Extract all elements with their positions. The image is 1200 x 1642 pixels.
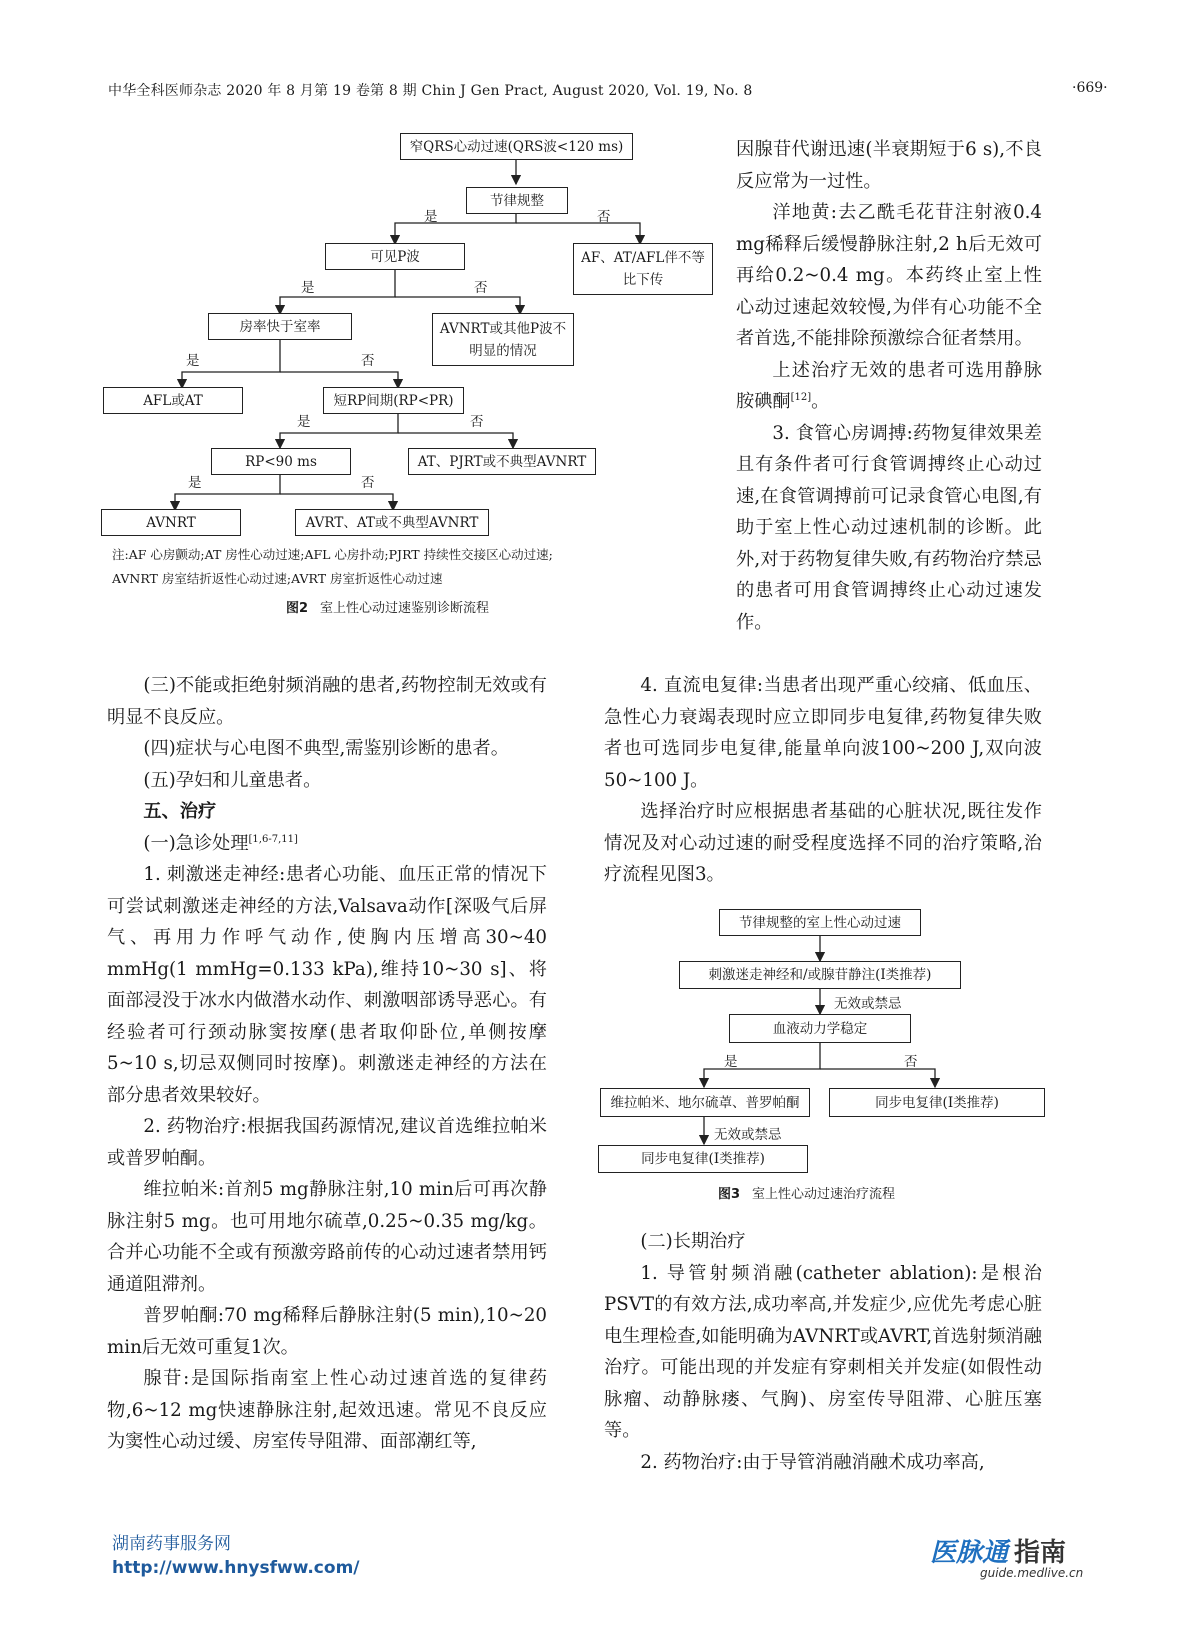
logo-guide-text: 指南 — [1014, 1538, 1067, 1568]
paragraph-verapamil: 维拉帕米:首剂5 mg静脉注射,10 min后可再次静脉注射5 mg。也可用地尔硫䓬,0.25~0.35 mg/kg。合并心功能不全或有预激旁路前传的心动过速者禁用钙通道阻滞剂。 — [107, 1179, 547, 1295]
logo-subtext: guide.medlive.cn — [980, 1566, 1084, 1580]
paragraph-esophageal-pacing: 3. 食管心房调搏:药物复律效果差且有条件者可行食管调搏终止心动过速,在食管调搏前可记录食管心电图,有助于室上性心动过速机制的诊断。此外,对于药物复律失败,有药物治疗禁忌的患者可用食管调搏终止心动过速发作。 — [736, 422, 1042, 633]
fig2-box-atrial-faster: 房率快于室率 — [208, 313, 352, 340]
footer-watermark — [112, 1532, 360, 1580]
section-heading-treatment: 五、治疗 — [143, 801, 217, 822]
fig3-yes: 是 — [724, 1054, 738, 1070]
fig3-note-ineffective-1: 无效或禁忌 — [834, 996, 902, 1012]
paragraph-indication-3: (三)不能或拒绝射频消融的患者,药物控制无效或有明显不良反应。 — [107, 675, 547, 728]
paragraph-cardioversion: 4. 直流电复律:当患者出现严重心绞痛、低血压、急性心力衰竭表现时应立即同步电复律,药物复律失败者也可选同步电复律,能量单向波100~200 J,双向波50~100 J。 — [604, 675, 1042, 791]
fig2-yes-4: 是 — [297, 414, 311, 430]
running-header: 中华全科医师杂志 2020 年 8 月第 19 卷第 8 期 Chin J Gen Pract, August 2020, Vol. 19, No. 8 — [108, 83, 753, 99]
paragraph-adenosine: 腺苷:是国际指南室上性心动过速首选的复律药物,6~12 mg快速静脉注射,起效迅速。常见不良反应为窦性心动过缓、房室传导阻滞、面部潮红等, — [107, 1368, 547, 1452]
fig2-box-rp-90: RP<90 ms — [211, 448, 351, 475]
fig2-yes-2: 是 — [301, 280, 315, 296]
footer-site-url[interactable]: http://www.hnysfww.com/ — [112, 1558, 360, 1578]
fig2-box-avnrt: AVNRT — [101, 509, 241, 536]
fig2-note-line-2: AVNRT 房室结折返性心动过速;AVRT 房室折返性心动过速 — [112, 571, 443, 586]
fig3-no: 否 — [904, 1054, 918, 1070]
paragraph-propafenone: 普罗帕酮:70 mg稀释后静脉注射(5 min),10~20 min后无效可重复1次。 — [107, 1305, 547, 1358]
paragraph-drug-therapy: 2. 药物治疗:根据我国药源情况,建议首选维拉帕米或普罗帕酮。 — [107, 1116, 547, 1169]
fig2-yes-3: 是 — [186, 353, 200, 369]
fig3-caption-text: 室上性心动过速治疗流程 — [752, 1187, 896, 1202]
fig2-box-visible-p: 可见P波 — [325, 243, 465, 270]
fig3-box-cardioversion-right: 同步电复律(Ⅰ类推荐) — [829, 1088, 1045, 1117]
paragraph-vagal: 1. 刺激迷走神经:患者心功能、血压正常的情况下可尝试刺激迷走神经的方法,Valsava动作[深吸气后屏气、再用力作呼气动作,使胸内压增高30~40 mmHg(1 mmHg=0.133 kPa),维持10~30 s]、将面部浸没于冰水内做潜水动作、刺激咽部诱导恶心。有经验者可行颈动脉窦按摩(患者取仰卧位,单侧按摩5~10 s,切忌双侧同时按摩)。刺激迷走神经的方法在部分患者效果较好。 — [107, 864, 547, 1106]
paragraph-indication-5: (五)孕妇和儿童患者。 — [143, 769, 322, 791]
ref-12: [12] — [790, 391, 812, 403]
medlive-logo — [930, 1532, 1084, 1580]
footer-site-name: 湖南药事服务网 — [112, 1534, 231, 1554]
fig2-box-narrow-qrs: 窄QRS心动过速(QRS波<120 ms) — [400, 133, 633, 160]
fig2-yes-5: 是 — [188, 475, 202, 491]
fig2-box-af-at-afl: AF、AT/AFL伴不等比下传 — [573, 243, 713, 295]
paragraph-ablation: 1. 导管射频消融(catheter ablation):是根治PSVT的有效方法,成功率高,并发症少,应优先考虑心脏电生理检查,如能明确为AVNRT或AVRT,首选射频消融治疗。可能出现的并发症有穿刺相关并发症(如假性动脉瘤、动静脉瘘、气胸)、房室传导阻滞、心脏压塞等。 — [604, 1262, 1042, 1441]
fig3-box-regular-svt: 节律规整的室上性心动过速 — [719, 909, 921, 936]
fig2-box-regular-rhythm: 节律规整 — [466, 187, 568, 214]
paragraph-strategy: 选择治疗时应根据患者基础的心脏状况,既往发作情况及对心动过速的耐受程度选择不同的治疗策略,治疗流程见图3。 — [604, 801, 1042, 885]
paragraph-indication-4: (四)症状与心电图不典型,需鉴别诊断的患者。 — [143, 738, 509, 759]
fig2-box-afl-at: AFL或AT — [103, 387, 243, 414]
fig3-box-cardioversion-bottom: 同步电复律(Ⅰ类推荐) — [598, 1145, 808, 1173]
fig2-yes-1: 是 — [424, 209, 438, 225]
fig2-caption-number: 图2 — [286, 601, 309, 616]
paragraph-amiodarone: 上述治疗无效的患者可选用静脉胺碘酮[12]。 — [736, 359, 1042, 412]
ref-emergency: [1,6-7,11] — [248, 833, 298, 845]
right-column-bottom — [604, 1226, 1042, 1478]
fig3-caption-number: 图3 — [718, 1187, 741, 1202]
fig2-no-4: 否 — [470, 414, 484, 430]
fig2-note-line-1: 注:AF 心房颤动;AT 房性心动过速;AFL 心房扑动;PJRT 持续性交接区心动过速; — [112, 547, 553, 562]
fig3-box-vagal-adenosine: 刺激迷走神经和/或腺苷静注(Ⅰ类推荐) — [679, 961, 961, 989]
fig3-box-hemodynamic: 血液动力学稳定 — [729, 1014, 911, 1043]
fig2-no-3: 否 — [361, 353, 375, 369]
fig2-box-avnrt-other: AVNRT或其他P波不明显的情况 — [432, 313, 574, 366]
fig3-box-verapamil: 维拉帕米、地尔硫䓬、普罗帕酮 — [600, 1088, 810, 1117]
paragraph-long-term-drug: 2. 药物治疗:由于导管消融消融术成功率高, — [640, 1451, 985, 1473]
paragraph-adenosine-cont: 因腺苷代谢迅速(半衰期短于6 s),不良反应常为一过性。 — [736, 139, 1042, 192]
fig3-note-ineffective-2: 无效或禁忌 — [714, 1127, 782, 1143]
page-number: ·669· — [1072, 80, 1108, 96]
paragraph-digitalis: 洋地黄:去乙酰毛花苷注射液0.4 mg稀释后缓慢静脉注射,2 h后无效可再给0.2~0.4 mg。本药终止室上性心动过速起效较慢,为伴有心功能不全者首选,不能排除预激综合征者禁用。 — [736, 202, 1042, 349]
logo-medlive-text: 医脉通 — [930, 1538, 1009, 1568]
fig2-box-at-pjrt: AT、PJRT或不典型AVNRT — [408, 448, 596, 475]
fig2-no-1: 否 — [597, 209, 611, 225]
subheading-long-term: (二)长期治疗 — [640, 1231, 746, 1252]
subheading-emergency: (一)急诊处理[1,6-7,11] — [143, 832, 298, 854]
fig2-no-5: 否 — [361, 475, 375, 491]
fig2-box-avrt-at: AVRT、AT或不典型AVNRT — [295, 509, 489, 536]
fig2-box-short-rp: 短RP间期(RP<PR) — [323, 387, 464, 414]
fig2-caption-text: 室上性心动过速鉴别诊断流程 — [320, 601, 490, 616]
fig3-caption — [718, 1183, 895, 1202]
fig2-no-2: 否 — [474, 280, 488, 296]
